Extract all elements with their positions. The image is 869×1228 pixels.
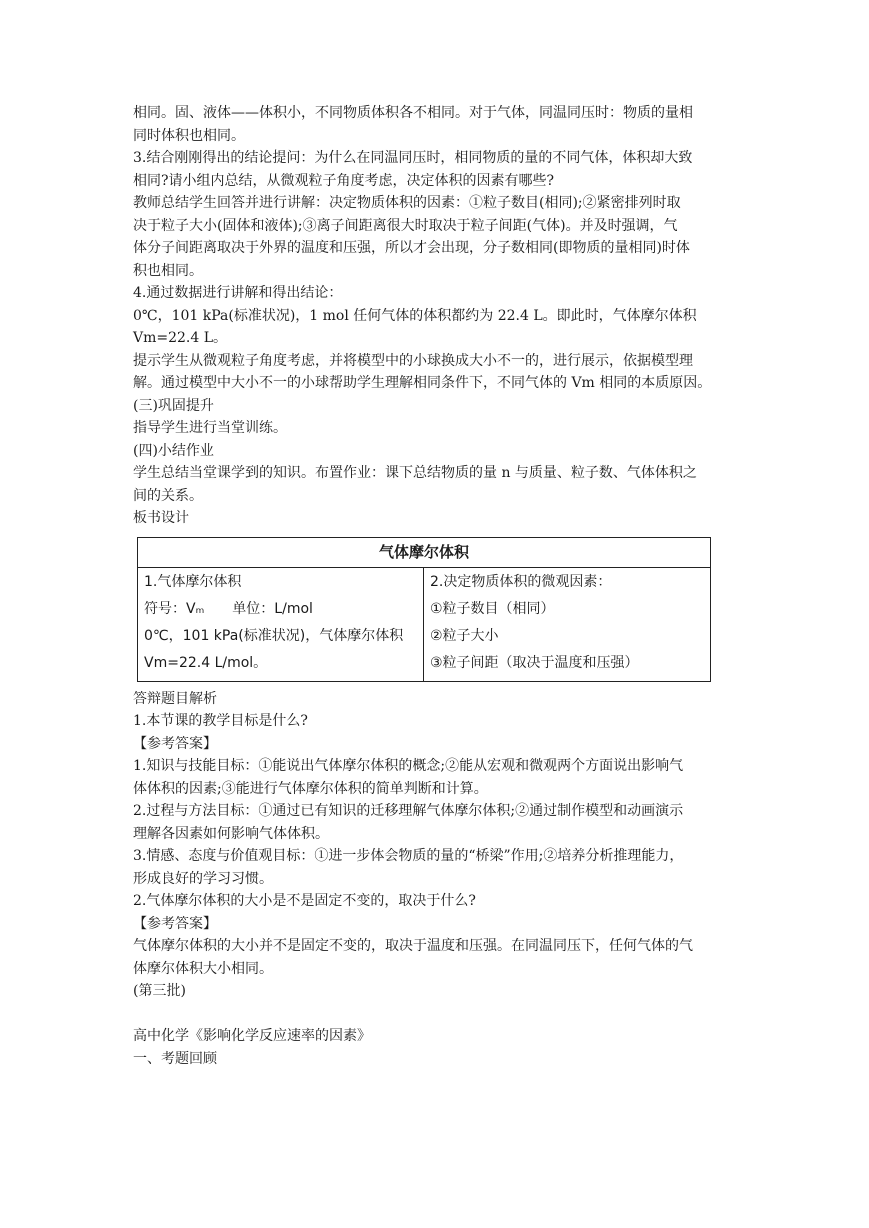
next-section <box>133 1025 741 1070</box>
text-line: 形成良好的学习习惯。 <box>133 870 273 887</box>
section-heading: 答辩题目解析 <box>133 690 217 707</box>
board-left-column <box>138 568 424 681</box>
board-cell: 2.决定物质体积的微观因素： <box>430 573 612 590</box>
board-columns <box>138 568 710 681</box>
document-body <box>133 102 741 1070</box>
section-heading: (四)小结作业 <box>133 442 214 459</box>
text-line: 相同。固、液体——体积小，不同物质体积各不相同。对于气体，同温同压时：物质的量相 <box>133 105 693 121</box>
text-line: 4.通过数据进行讲解和得出结论： <box>133 285 343 301</box>
text-line: 体分子间距离取决于外界的温度和压强，所以才会出现，分子数相同(即物质的量相同)时体 <box>133 240 690 256</box>
text-line: Vm=22.4 L。 <box>133 330 228 346</box>
board-cell: ②粒子大小 <box>430 627 499 644</box>
text-line: 提示学生从微观粒子角度考虑，并将模型中的小球换成大小不一的，进行展示，依据模型理 <box>133 352 693 369</box>
text-line: 理解各因素如何影响气体体积。 <box>133 825 329 842</box>
text-line: 间的关系。 <box>133 487 203 504</box>
board-cell: ③粒子间距（取决于温度和压强） <box>430 654 639 671</box>
question-line: 2.气体摩尔体积的大小是不是固定不变的，取决于什么? <box>133 893 476 909</box>
defense-questions <box>133 688 741 1003</box>
text-line: 教师总结学生回答并进行讲解：决定物质体积的因素：①粒子数目(相同);②紧密排列时取 <box>133 195 681 211</box>
board-cell: ①粒子数目（相同） <box>430 600 555 617</box>
answer-label: 【参考答案】 <box>133 735 217 752</box>
question-line: 1.本节课的教学目标是什么? <box>133 713 308 729</box>
text-line: 气体摩尔体积的大小并不是固定不变的，取决于温度和压强。在同温同压下，任何气体的气 <box>133 938 693 954</box>
text-line: 相同?请小组内总结，从微观粒子角度考虑，决定体积的因素有哪些? <box>133 172 555 189</box>
text-line: 学生总结当堂课学到的知识。布置作业：课下总结物质的量 n 与质量、粒子数、气体体积之 <box>133 465 697 481</box>
text-line: 指导学生进行当堂训练。 <box>133 420 287 436</box>
section-title: 高中化学《影响化学反应速率的因素》 <box>133 1028 371 1044</box>
lesson-text-top <box>133 102 741 530</box>
blackboard-design-table <box>137 537 711 682</box>
text-line: 1.知识与技能目标：①能说出气体摩尔体积的概念;②能从宏观和微观两个方面说出影响气 <box>133 758 684 774</box>
text-line: 同时体积也相同。 <box>133 127 245 144</box>
section-heading: 板书设计 <box>133 510 189 526</box>
board-cell: Vm=22.4 L/mol。 <box>144 654 268 671</box>
text-line: 3.结合刚刚得出的结论提问：为什么在同温同压时，相同物质的量的不同气体，体积却大致 <box>133 150 693 166</box>
board-cell: 0℃，101 kPa(标准状况)，气体摩尔体积 <box>144 627 404 644</box>
text-line: 3.情感、态度与价值观目标：①进一步体会物质的量的“桥梁”作用;②培养分析推理能力， <box>133 848 684 864</box>
blank-line <box>133 1003 741 1026</box>
board-right-column <box>424 568 710 681</box>
text-line: 2.过程与方法目标：①通过已有知识的迁移理解气体摩尔体积;②通过制作模型和动画演示 <box>133 803 684 819</box>
answer-label: 【参考答案】 <box>133 915 217 932</box>
board-cell: 符号：Vₘ 单位：L/mol <box>144 600 313 617</box>
section-heading: 一、考题回顾 <box>133 1050 217 1067</box>
text-line: 体摩尔体积大小相同。 <box>133 960 273 977</box>
batch-label: (第三批) <box>133 983 186 999</box>
text-line: 解。通过模型中大小不一的小球帮助学生理解相同条件下，不同气体的 Vm 相同的本质原因。 <box>133 375 712 391</box>
board-title: 气体摩尔体积 <box>138 538 710 568</box>
section-heading: (三)巩固提升 <box>133 397 214 414</box>
text-line: 体体积的因素;③能进行气体摩尔体积的简单判断和计算。 <box>133 780 488 797</box>
board-cell: 1.气体摩尔体积 <box>144 573 242 590</box>
text-line: 积也相同。 <box>133 262 203 279</box>
text-line: 0℃，101 kPa(标准状况)，1 mol 任何气体的体积都约为 22.4 L。即此时，气体摩尔体积 <box>133 307 697 324</box>
text-line: 决于粒子大小(固体和液体);③离子间距离很大时取决于粒子间距(气体)。并及时强调，气 <box>133 217 678 234</box>
